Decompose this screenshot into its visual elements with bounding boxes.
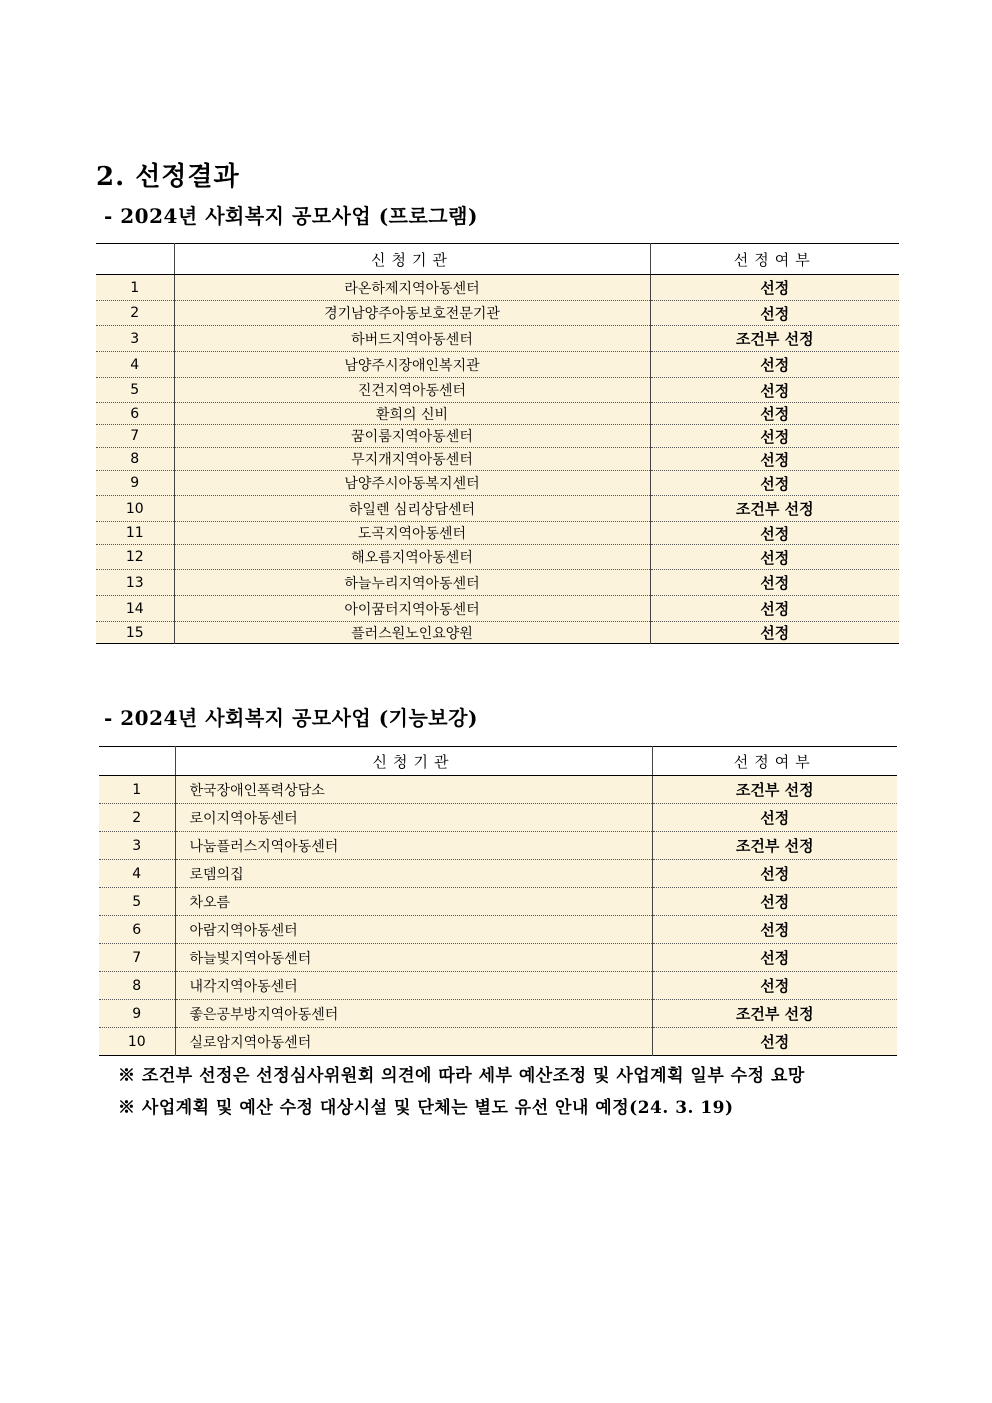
row-result: 조건부 선정 [652, 832, 897, 860]
row-number: 6 [99, 916, 175, 944]
row-applicant: 내각지역아동센터 [175, 972, 652, 1000]
row-number: 10 [96, 496, 174, 522]
table-row [96, 301, 899, 326]
row-number: 1 [96, 275, 174, 301]
row-number: 7 [96, 425, 174, 448]
program-results-table [96, 243, 899, 644]
row-applicant: 경기남양주아동보호전문기관 [174, 301, 650, 326]
table-row [96, 522, 899, 545]
table-row [99, 888, 897, 916]
row-result: 선정 [652, 1028, 897, 1056]
row-number: 8 [96, 448, 174, 471]
row-number: 1 [99, 776, 175, 804]
row-result: 선정 [650, 425, 899, 448]
table-row [99, 776, 897, 804]
row-applicant: 플러스원노인요양원 [174, 622, 650, 644]
row-result: 선정 [652, 972, 897, 1000]
row-applicant: 한국장애인폭력상담소 [175, 776, 652, 804]
row-applicant: 하버드지역아동센터 [174, 326, 650, 352]
section-title-program: - 2024년 사회복지 공모사업 (프로그램) [104, 204, 478, 228]
table-row [99, 916, 897, 944]
row-number: 2 [99, 804, 175, 832]
table-row [96, 403, 899, 425]
table-row [99, 860, 897, 888]
row-result: 선정 [650, 596, 899, 622]
row-number: 7 [99, 944, 175, 972]
row-applicant: 라온하제지역아동센터 [174, 275, 650, 301]
row-number: 10 [99, 1028, 175, 1056]
row-applicant: 차오름 [175, 888, 652, 916]
row-number: 6 [96, 403, 174, 425]
row-result: 선정 [650, 275, 899, 301]
row-number: 11 [96, 522, 174, 545]
header-number [96, 244, 174, 275]
header-applicant: 신청기관 [174, 244, 650, 275]
row-number: 14 [96, 596, 174, 622]
table-row [96, 471, 899, 496]
row-number: 4 [96, 352, 174, 378]
table-row [99, 1000, 897, 1028]
row-number: 5 [99, 888, 175, 916]
row-number: 12 [96, 545, 174, 570]
row-result: 선정 [650, 622, 899, 644]
row-applicant: 진건지역아동센터 [174, 378, 650, 403]
row-result: 선정 [650, 301, 899, 326]
row-number: 2 [96, 301, 174, 326]
row-applicant: 로뎀의집 [175, 860, 652, 888]
row-applicant: 로이지역아동센터 [175, 804, 652, 832]
table-row [96, 378, 899, 403]
table-row [96, 425, 899, 448]
row-result: 선정 [652, 888, 897, 916]
row-number: 3 [96, 326, 174, 352]
facility-results-table [99, 746, 897, 1056]
header-result: 선정여부 [652, 747, 897, 776]
table-row [99, 832, 897, 860]
row-applicant: 도곡지역아동센터 [174, 522, 650, 545]
row-applicant: 아이꿈터지역아동센터 [174, 596, 650, 622]
table-row [96, 275, 899, 301]
row-result: 조건부 선정 [650, 496, 899, 522]
row-applicant: 꿈이룸지역아동센터 [174, 425, 650, 448]
row-applicant: 남양주시장애인복지관 [174, 352, 650, 378]
row-number: 13 [96, 570, 174, 596]
note-conditional: ※ 조건부 선정은 선정심사위원회 의견에 따라 세부 예산조정 및 사업계획 일부 수정 요망 [118, 1066, 805, 1086]
row-applicant: 나눔플러스지역아동센터 [175, 832, 652, 860]
row-applicant: 좋은공부방지역아동센터 [175, 1000, 652, 1028]
table-row [96, 622, 899, 644]
page-heading: 2. 선정결과 [96, 162, 240, 192]
row-number: 8 [99, 972, 175, 1000]
row-applicant: 하늘누리지역아동센터 [174, 570, 650, 596]
row-number: 5 [96, 378, 174, 403]
table-row [99, 944, 897, 972]
header-result: 선정여부 [650, 244, 899, 275]
table-header-row [99, 747, 897, 776]
section-title-facility: - 2024년 사회복지 공모사업 (기능보강) [104, 706, 478, 730]
table-row [99, 1028, 897, 1056]
table-row [96, 352, 899, 378]
row-result: 선정 [650, 471, 899, 496]
row-number: 3 [99, 832, 175, 860]
row-result: 조건부 선정 [652, 776, 897, 804]
row-result: 선정 [652, 804, 897, 832]
row-result: 선정 [652, 916, 897, 944]
row-applicant: 아람지역아동센터 [175, 916, 652, 944]
row-applicant: 남양주시아동복지센터 [174, 471, 650, 496]
table-row [96, 448, 899, 471]
row-result: 선정 [650, 352, 899, 378]
row-result: 조건부 선정 [650, 326, 899, 352]
table-row [96, 545, 899, 570]
table-row [96, 570, 899, 596]
row-number: 15 [96, 622, 174, 644]
row-applicant: 무지개지역아동센터 [174, 448, 650, 471]
row-result: 선정 [652, 944, 897, 972]
table-header-row [96, 244, 899, 275]
table-row [96, 496, 899, 522]
row-number: 4 [99, 860, 175, 888]
row-applicant: 환희의 신비 [174, 403, 650, 425]
row-result: 선정 [650, 545, 899, 570]
row-result: 선정 [650, 448, 899, 471]
row-result: 선정 [650, 570, 899, 596]
row-result: 조건부 선정 [652, 1000, 897, 1028]
notes [118, 1062, 805, 1126]
table-row [99, 804, 897, 832]
row-applicant: 해오름지역아동센터 [174, 545, 650, 570]
row-number: 9 [96, 471, 174, 496]
header-number [99, 747, 175, 776]
row-result: 선정 [650, 378, 899, 403]
row-number: 9 [99, 1000, 175, 1028]
row-applicant: 실로암지역아동센터 [175, 1028, 652, 1056]
row-applicant: 하일렌 심리상담센터 [174, 496, 650, 522]
table-row [96, 326, 899, 352]
row-result: 선정 [650, 522, 899, 545]
header-applicant: 신청기관 [175, 747, 652, 776]
note-contact: ※ 사업계획 및 예산 수정 대상시설 및 단체는 별도 유선 안내 예정(24. 3. 19) [118, 1098, 734, 1118]
table-row [96, 596, 899, 622]
table-row [99, 972, 897, 1000]
row-result: 선정 [650, 403, 899, 425]
row-applicant: 하늘빛지역아동센터 [175, 944, 652, 972]
row-result: 선정 [652, 860, 897, 888]
